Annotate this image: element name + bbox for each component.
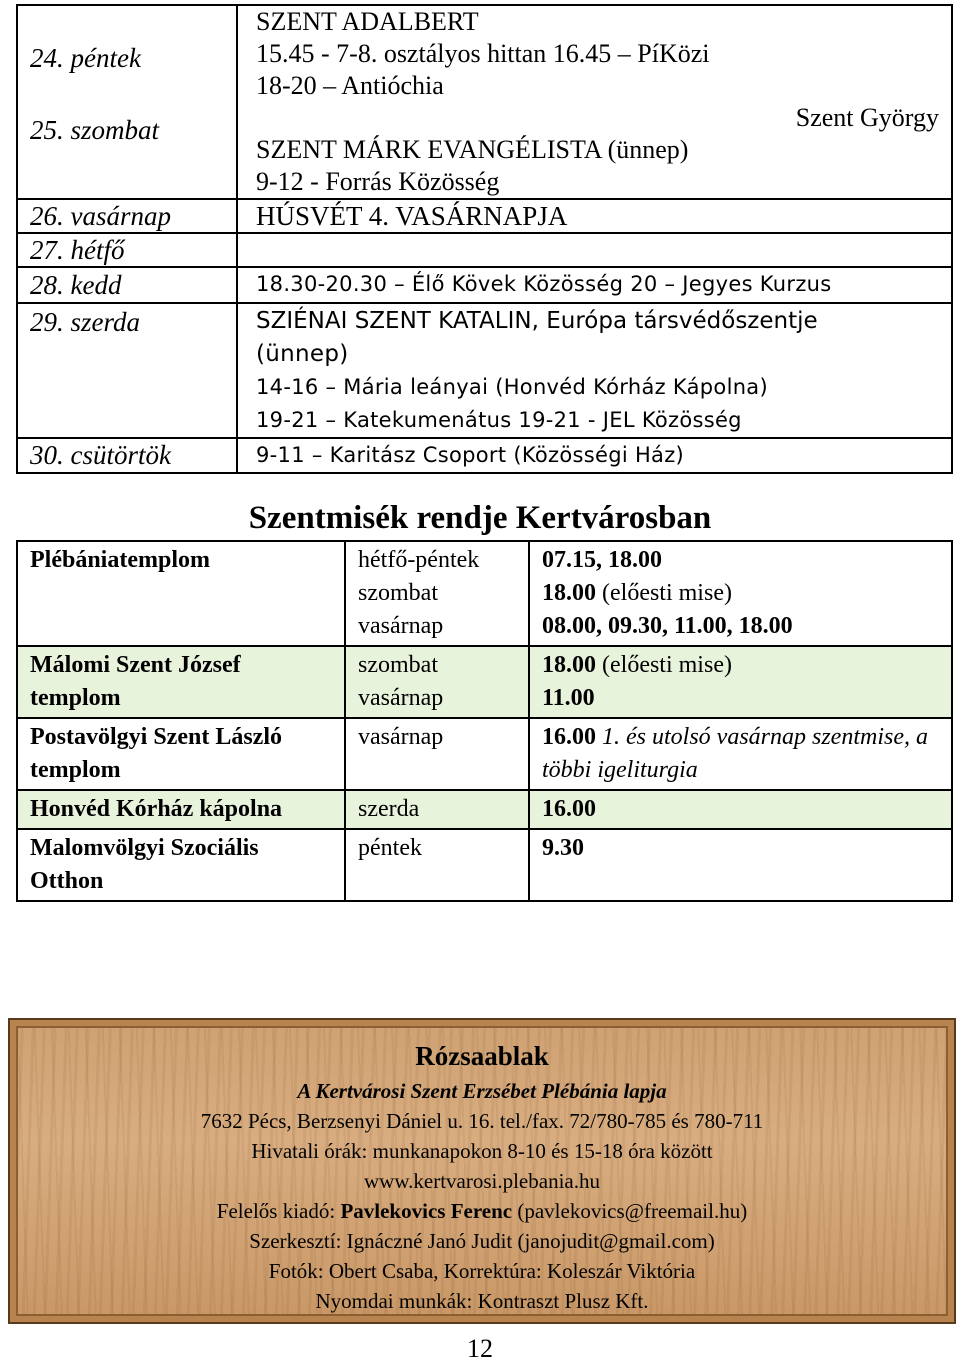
mass-time-value: 18.00 — [542, 652, 596, 678]
publisher-email: (pavlekovics@freemail.hu) — [512, 1199, 748, 1223]
mass-time-value: 16.00 — [542, 796, 596, 822]
mass-days — [345, 790, 529, 829]
mass-schedule-title: Szentmisék rendje Kertvárosban — [248, 500, 712, 536]
mass-day: szombat — [358, 580, 438, 606]
print-line: Nyomdai munkák: Kontraszt Plusz Kft. — [315, 1289, 649, 1313]
publication-subtitle: A Kertvárosi Szent Erzsébet Plébánia lapja — [297, 1079, 667, 1103]
church-name: Malomvölgyi Szociális Otthon — [17, 829, 345, 901]
event-line: 18.30-20.30 – Élő Kövek Közösség 20 – Jegyes Kurzus — [256, 272, 832, 296]
day-cell — [17, 267, 237, 303]
mass-day: hétfő-péntek — [358, 547, 480, 573]
events-cell — [237, 303, 952, 438]
publisher-label: Felelős kiadó: — [216, 1199, 341, 1223]
mass-day: vasárnap — [358, 724, 444, 750]
mass-days — [345, 829, 529, 901]
day-label: 27. hétfő — [30, 235, 125, 265]
mass-days — [345, 718, 529, 790]
event-line: 9-12 - Forrás Közösség — [256, 167, 500, 196]
mass-row — [17, 790, 952, 829]
publisher-line — [10, 1196, 954, 1226]
mass-time — [542, 682, 941, 715]
calendar-row — [17, 267, 952, 303]
mass-days — [345, 646, 529, 718]
feast-title: SZENT MÁRK EVANGÉLISTA (ünnep) — [256, 135, 689, 164]
day-cell — [17, 303, 237, 438]
day-label: 28. kedd — [30, 270, 122, 300]
event-line: 19-21 – Katekumenátus 19-21 - JEL Közösség — [256, 408, 742, 432]
masthead-box — [8, 1018, 956, 1324]
feast-title — [256, 304, 939, 338]
mass-time-value: 18.00 — [542, 580, 596, 606]
event-line: 18-20 – Antióchia — [256, 71, 444, 100]
event-line: 14-16 – Mária leányai (Honvéd Kórház Kápolna) — [256, 375, 768, 399]
day-label: 24. péntek — [30, 43, 141, 73]
church-name: Honvéd Kórház kápolna — [17, 790, 345, 829]
mass-time — [542, 577, 941, 610]
mass-day: vasárnap — [358, 685, 444, 711]
mass-times — [529, 541, 952, 646]
calendar-row — [17, 233, 952, 267]
mass-time-value: 08.00, 09.30, 11.00, 18.00 — [542, 613, 793, 639]
mass-times — [529, 829, 952, 901]
day-label: 29. szerda — [30, 307, 141, 337]
church-name: Málomi Szent József templom — [17, 646, 345, 718]
calendar-row — [17, 303, 952, 438]
mass-times — [529, 790, 952, 829]
feast-title: (ünnep) — [256, 341, 349, 367]
mass-time-value: 9.30 — [542, 835, 584, 861]
events-cell — [237, 199, 952, 233]
mass-days — [345, 541, 529, 646]
day-cell — [17, 438, 237, 473]
mass-time — [542, 649, 941, 682]
mass-day: vasárnap — [358, 613, 444, 639]
page-number: 12 — [467, 1334, 493, 1363]
day-cell — [17, 5, 237, 199]
calendar-row — [17, 438, 952, 473]
mass-note: (előesti mise) — [596, 580, 732, 606]
mass-note: (előesti mise) — [596, 652, 732, 678]
mass-row — [17, 718, 952, 790]
event-line: 15.45 - 7-8. osztályos hittan 16.45 – PíKözi — [256, 39, 710, 68]
day-label: 30. csütörtök — [30, 440, 171, 470]
calendar-table — [16, 4, 953, 474]
feast-title: HÚSVÉT 4. VASÁRNAPJA — [256, 201, 568, 231]
events-cell — [237, 5, 952, 199]
website-link[interactable]: www.kertvarosi.plebania.hu — [364, 1169, 600, 1193]
feast-title-text: SZIÉNAI SZENT KATALIN, Európa társvédőszentje — [256, 308, 818, 334]
mass-row — [17, 646, 952, 718]
church-name: Plébániatemplom — [17, 541, 345, 646]
mass-row — [17, 541, 952, 646]
office-hours: Hivatali órák: munkanapokon 8-10 és 15-18 óra között — [251, 1139, 713, 1163]
photos-line: Fotók: Obert Csaba, Korrektúra: Koleszár Viktória — [268, 1259, 696, 1283]
mass-time — [542, 610, 941, 643]
day-label: 25. szombat — [30, 115, 160, 145]
events-cell — [237, 267, 952, 303]
mass-time-value: 16.00 — [542, 724, 596, 750]
publication-title: Rózsaablak — [415, 1041, 549, 1071]
mass-time-value: 07.15, 18.00 — [542, 547, 662, 573]
events-cell — [237, 233, 952, 267]
event-line: 9-11 – Karitász Csoport (Közösségi Ház) — [256, 443, 685, 467]
day-cell — [17, 199, 237, 233]
address-line: 7632 Pécs, Berzsenyi Dániel u. 16. tel./fax. 72/780-785 és 780-711 — [200, 1109, 764, 1133]
mass-time — [542, 544, 941, 577]
calendar-row — [17, 199, 952, 233]
feast-title: SZENT ADALBERT — [256, 7, 479, 36]
mass-day: péntek — [358, 835, 422, 861]
church-name: Postavölgyi Szent László templom — [17, 718, 345, 790]
editor-line: Szerkesztí: Ignáczné Janó Judit (janojudit@gmail.com) — [249, 1229, 715, 1253]
mass-time-value: 11.00 — [542, 685, 595, 711]
mass-schedule-table — [16, 540, 953, 902]
calendar-row — [17, 5, 952, 199]
mass-row — [17, 829, 952, 901]
mass-note: 1. és utolsó vasárnap szentmise, a többi igeliturgia — [542, 724, 928, 783]
feast-title: Szent György — [795, 103, 939, 132]
events-cell — [237, 438, 952, 473]
mass-day: szerda — [358, 796, 420, 822]
day-cell — [17, 233, 237, 267]
day-label: 26. vasárnap — [30, 201, 171, 231]
publisher-name: Pavlekovics Ferenc — [340, 1199, 513, 1223]
mass-times — [529, 718, 952, 790]
mass-times — [529, 646, 952, 718]
mass-day: szombat — [358, 652, 438, 678]
